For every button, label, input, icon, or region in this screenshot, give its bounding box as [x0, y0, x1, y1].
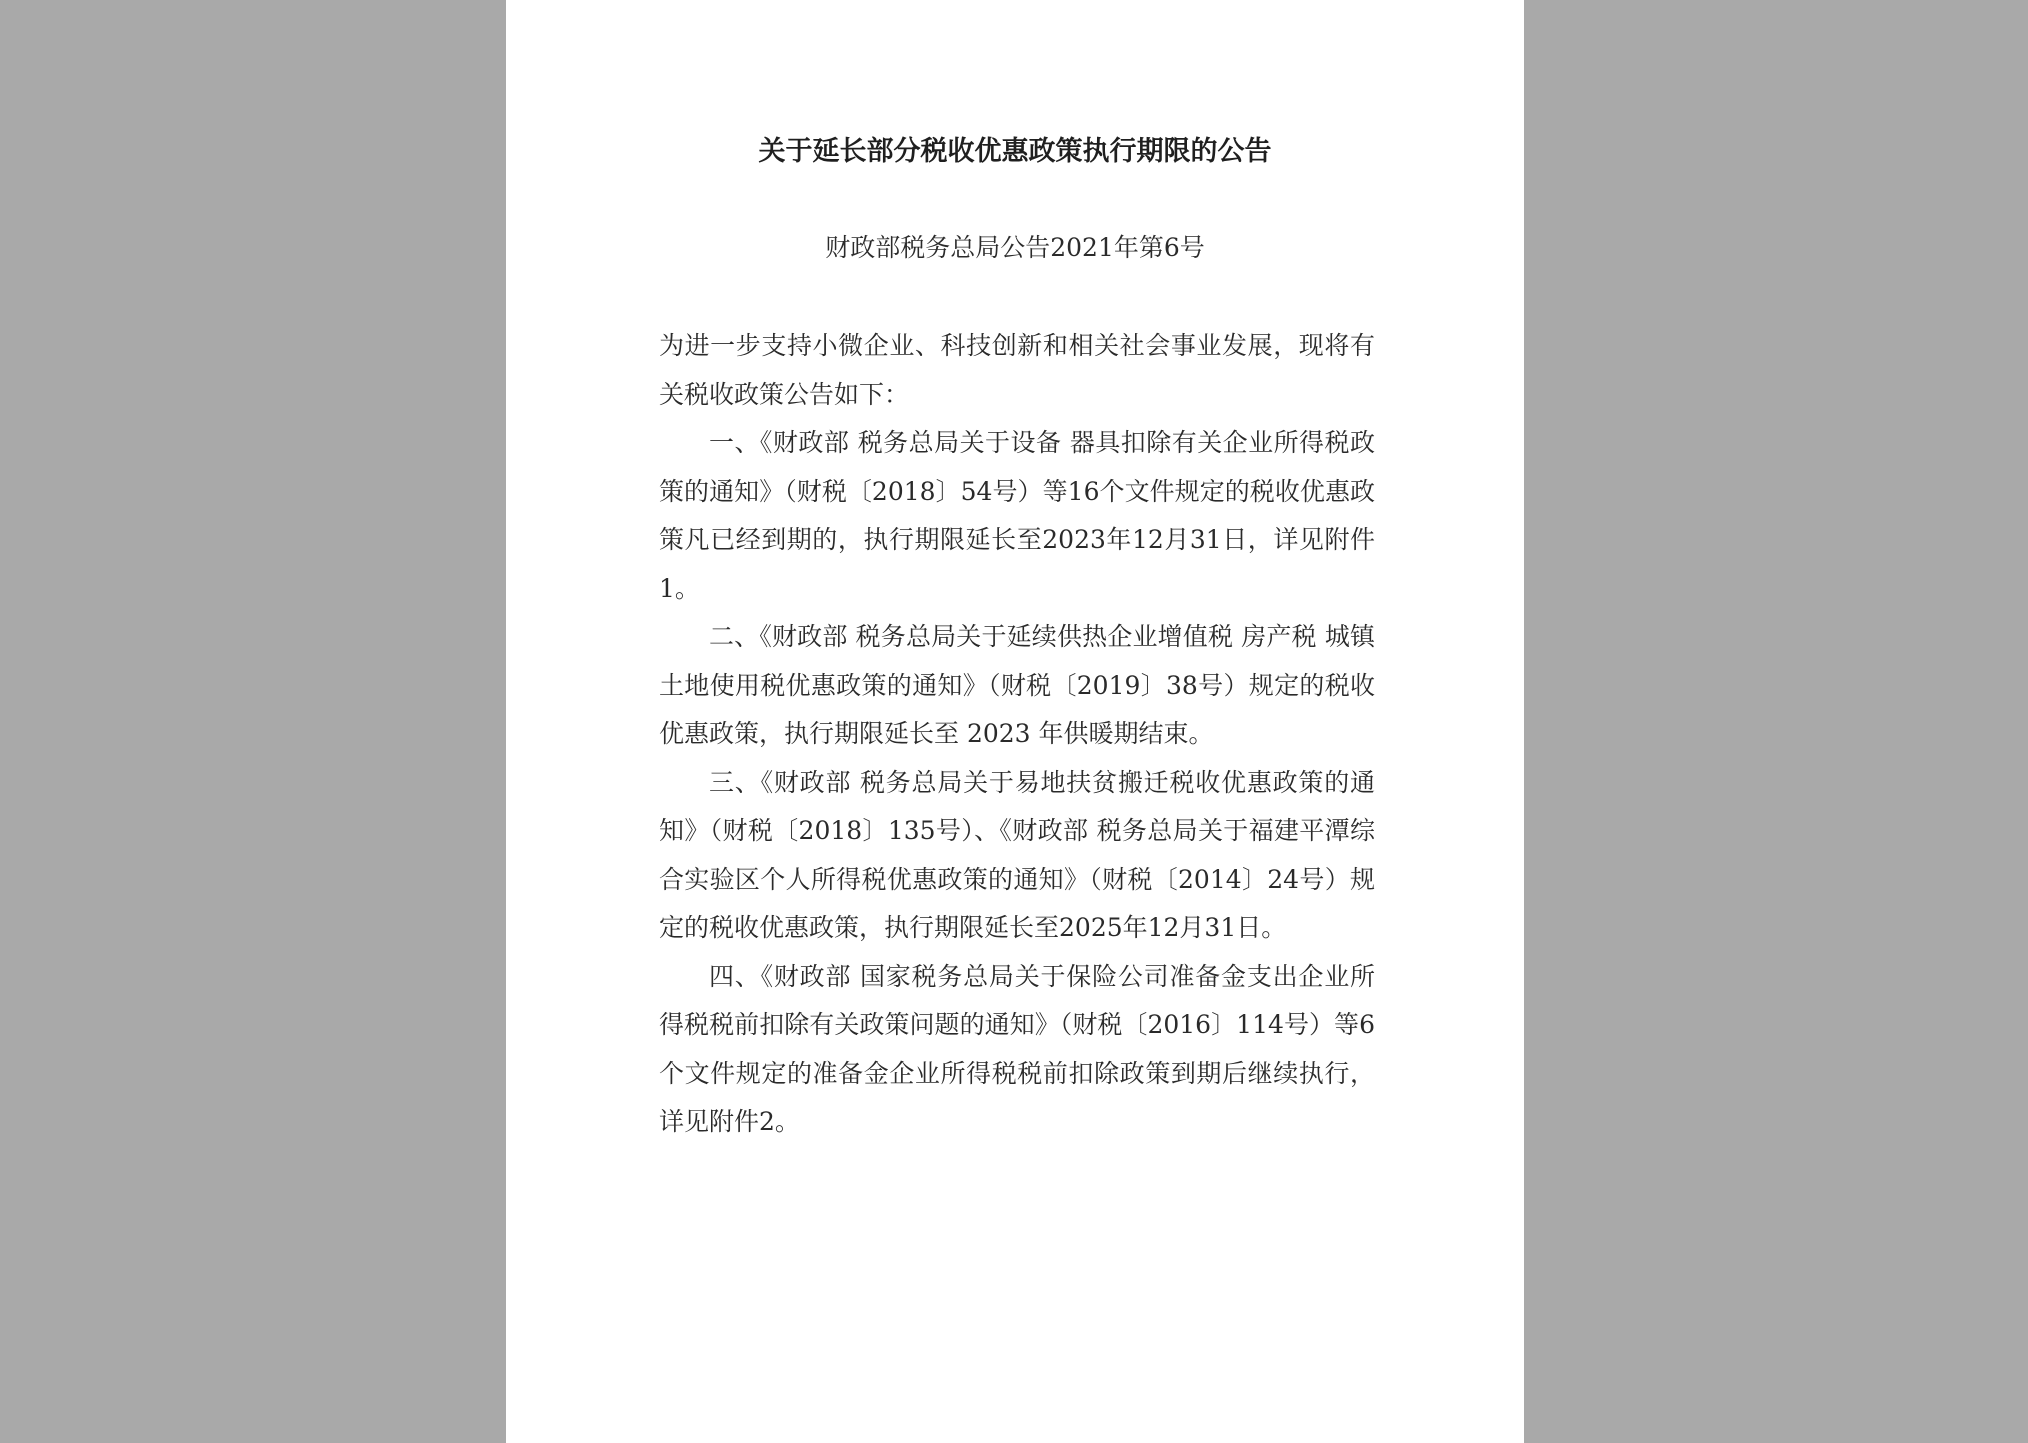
document-body [659, 322, 1375, 1147]
clause-paragraph-2: 二、《财政部 税务总局关于延续供热企业增值税 房产税 城镇土地使用税优惠政策的通知》（财税〔2019〕38号）规定的税收优惠政策，执行期限延长至 2023 年供暖期结束。 [659, 622, 1375, 748]
intro-paragraph: 为进一步支持小微企业、科技创新和相关社会事业发展，现将有关税收政策公告如下： [659, 331, 1375, 409]
document-title: 关于延长部分税收优惠政策执行期限的公告 [758, 136, 1272, 167]
clause-paragraph-3: 三、《财政部 税务总局关于易地扶贫搬迁税收优惠政策的通知》（财税〔2018〕135号）、《财政部 税务总局关于福建平潭综合实验区个人所得税优惠政策的通知》（财税〔2014〕24号）规定的税收优惠政策，执行期限延长至2025年12月31日。 [659, 767, 1375, 942]
clause-paragraph-4: 四、《财政部 国家税务总局关于保险公司准备金支出企业所得税税前扣除有关政策问题的通知》（财税〔2016〕114号）等6个文件规定的准备金企业所得税税前扣除政策到期后继续执行，详见附件2。 [659, 961, 1375, 1136]
clause-paragraph-1: 一、《财政部 税务总局关于设备 器具扣除有关企业所得税政策的通知》（财税〔2018〕54号）等16个文件规定的税收优惠政策凡已经到期的，执行期限延长至2023年12月31日，详见附件1。 [659, 428, 1375, 603]
document-page [506, 0, 1524, 1443]
document-number: 财政部税务总局公告2021年第6号 [825, 233, 1205, 262]
